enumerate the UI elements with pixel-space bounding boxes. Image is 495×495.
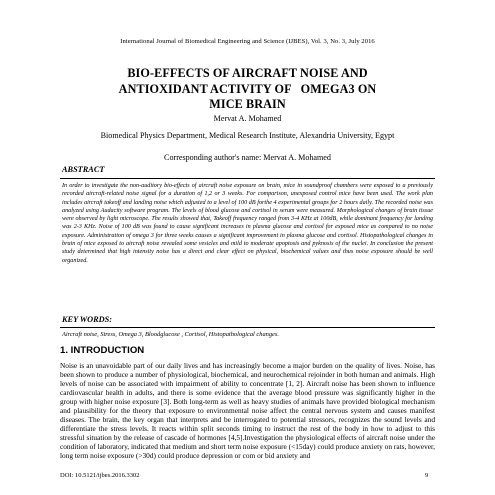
paper-title <box>0 66 495 113</box>
author-name: Mervat A. Mohamed <box>213 114 282 123</box>
abstract-text: In order to investigate the non-auditory bio-effects of aircraft noise exposure on brain, mice in soundproof chambers were exposed to a previously recorded aircraft-related noise signal for a duration of 1,2 or 3 weeks. For comparison, unexposed control mice have been used. The work plan includes aircraft takeoff and landing noise which adjusted to a level of 100 dB forthe 4 experimental groups for 2 hours daily. The recorded noise was analyzed using Audacity software program. The levels of blood glucose and cortisol in serum were measured. Morphological changes of brain tissue were observed by light microscope. The results showed that, Takeoff frequency ranged from 3-4 KHz at 100dB, while dominant frequency for landing was 2-3 KHz. Noise of 100 dB was found to cause significant increases in plasma glucose and cortisol for exposed mice as compared to no noise exposure. Administration of omega 3 for three weeks causes a significant improvement in plasma glucose and cortisol. Histopathological changes in brain of mice exposed to aircraft noise revealed some vesicles and mild to moderate apoptosis and pyknosis of the nuclei. In conclusion the present study determined that high intensity noise has a direct and clear effect on physical, biochemical values and thus noise exposure should be well organized. <box>62 183 433 264</box>
footer-doi: DOI: 10.5121/ijbes.2016.3302 <box>60 472 140 479</box>
title-line-2: ANTIOXIDANT ACTIVITY OF OMEGA3 ON <box>118 81 377 96</box>
keywords-divider <box>60 327 435 328</box>
corresponding-author: Corresponding author's name: Mervat A. Mohamed <box>164 153 331 162</box>
author-affiliation: Biomedical Physics Department, Medical Research Institute, Alexandria University, Egypt <box>100 131 395 140</box>
title-line-3: MICE BRAIN <box>209 97 286 112</box>
abstract-heading: ABSTRACT <box>62 165 105 174</box>
keywords-text: Aircraft noise, Stress, Omega 3, Bloodglucose , Cortisol, Histopathological changes. <box>62 331 279 338</box>
page-number: 9 <box>425 472 429 479</box>
keywords-heading: KEY WORDS: <box>62 315 113 324</box>
introduction-text: Noise is an unavoidable part of our daily lives and has increasingly become a major burden on the quality of lives. Noise, has been shown to produce a number of physiological, biochemical, and neurochemical rejoinder in both human and animals. High levels of noise can be associated with impairment of ability to concentrate [1, 2]. Aircraft noise has been shown to influence cardiovascular health in adults, and there is some evidence that the average blood pressure was significantly higher in the group with higher noise exposure [3]. Both long-term as well as heavy studies of animals have provided biological mechanism and plausibility for the theory that exposure to environmental noise affect the central nervous system and causes manifest diseases. The brain, the key organ that interprets and be interrogated to potential stressors, recognizes the sound levels and differentiate the stress levels. It reacts within split seconds timing to instruct the rest of the body in how to adjust to this stressful situation by the release of cascade of hormones [4,5].Investigation the physiological effects of aircraft noise under the condition of laboratory, indicated that medium and short term noise exposure (<15day) could produce anxiety on rats, however, long term noise exposure (>30d) could produce depression or com or bid anxiety and <box>60 361 435 461</box>
abstract-divider <box>60 178 435 179</box>
journal-header: International Journal of Biomedical Engineering and Science (IJBES), Vol. 3, No. 3, July 2016 <box>120 38 375 45</box>
title-line-1: BIO-EFFECTS OF AIRCRAFT NOISE AND <box>127 66 368 80</box>
introduction-heading: 1. INTRODUCTION <box>60 345 145 356</box>
